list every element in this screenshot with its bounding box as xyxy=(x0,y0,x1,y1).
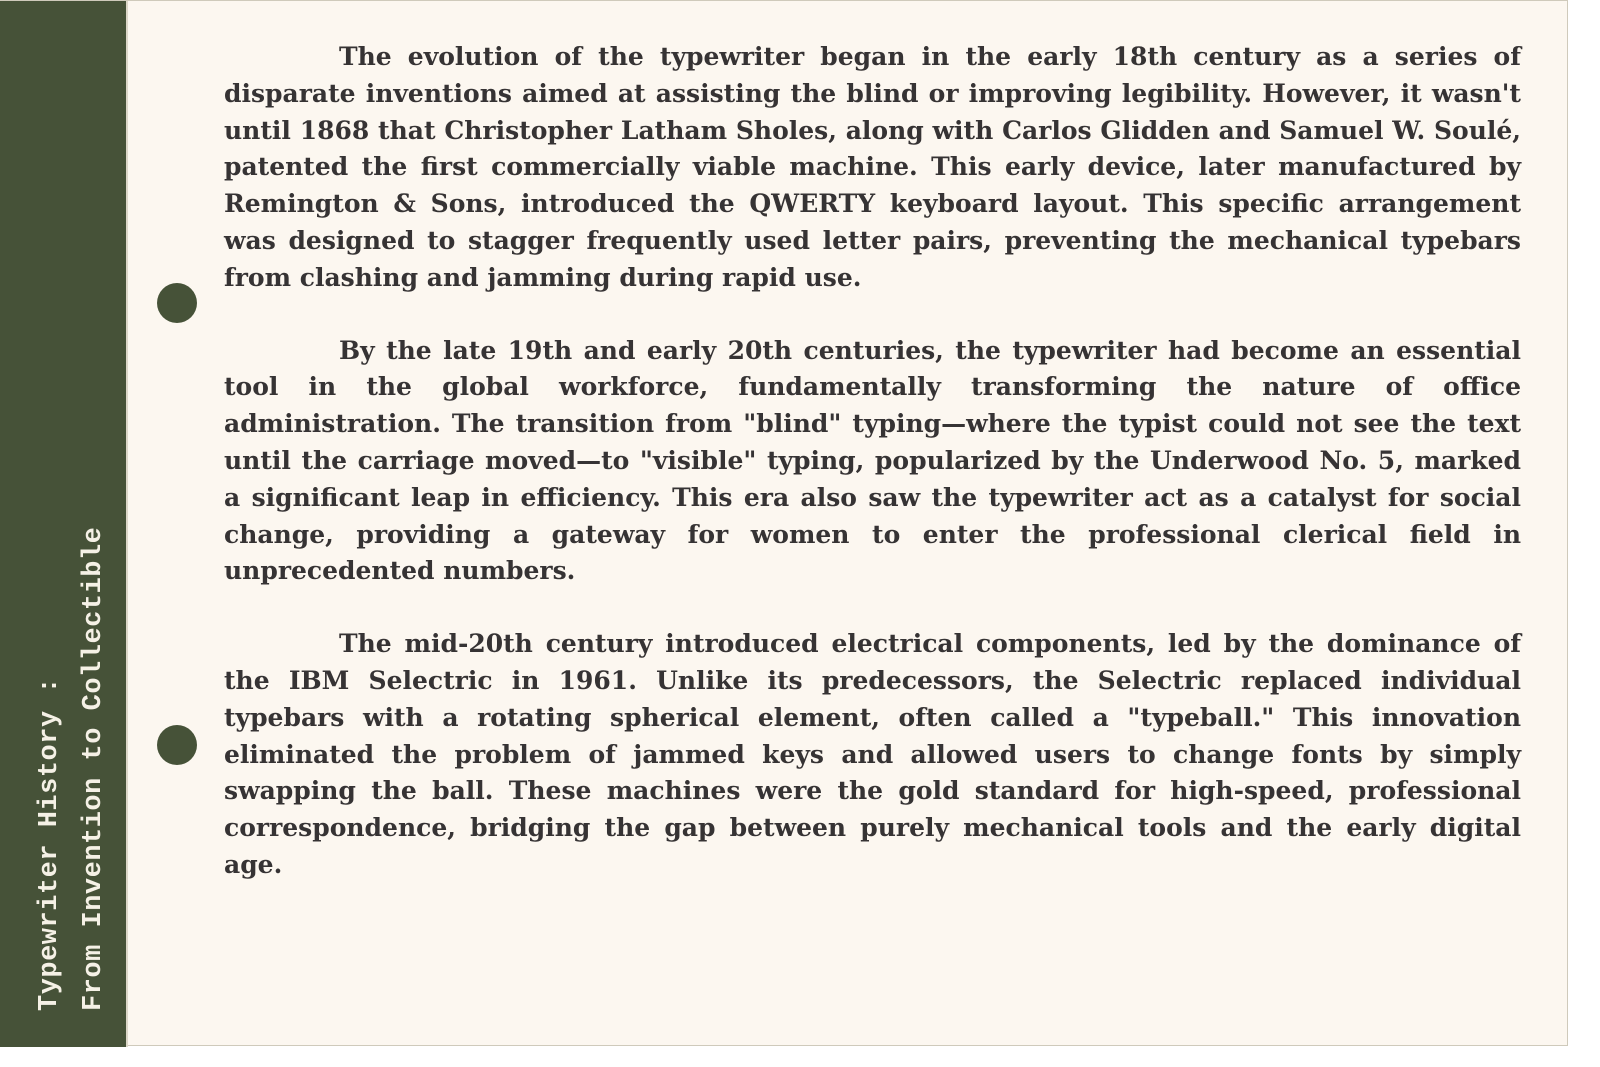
paragraph-electric: The mid-20th century introduced electrical components, led by the dominance of the IBM Selectric in 1961. Unlike its predecessors, the Selectric replaced individual typebars with a rotating spherical element, often called a "typeball." This innovation eliminated the problem of jammed keys and allowed users to change fonts by simply swapping the ball. These machines were the gold standard for high-speed, professional correspondence, bridging the gap between purely mechanical tools and the early digital age. xyxy=(224,629,1521,879)
paragraph-invention: The evolution of the typewriter began in the early 18th century as a series of disparate inventions aimed at assisting the blind or improving legibility. However, it wasn't until 1868 that Christopher Latham Sholes, along with Carlos Glidden and Samuel W. Soulé, patented the first commercially viable machine. This early device, later manufactured by Remington & Sons, introduced the QWERTY keyboard layout. This specific arrangement was designed to stagger frequently used letter pairs, preventing the mechanical typebars from clashing and jamming during rapid use. xyxy=(224,42,1521,292)
sidebar-band xyxy=(0,1,128,1047)
body-text xyxy=(224,39,1521,920)
document-title xyxy=(28,527,116,1011)
punch-hole-icon xyxy=(157,283,197,323)
title-line-2: From Invention to Collectible xyxy=(79,526,109,1011)
punch-hole-icon xyxy=(157,725,197,765)
title-line-1: Typewriter History : xyxy=(35,676,65,1011)
paragraph-workforce: By the late 19th and early 20th centuries, the typewriter had become an essential tool in the global workforce, fundamentally transforming the nature of office administration. The transition from "blind" typing—where the typist could not see the text until the carriage moved—to "visible" typing, popularized by the Underwood No. 5, marked a significant leap in efficiency. This era also saw the typewriter act as a catalyst for social change, providing a gateway for women to enter the professional clerical field in unprecedented numbers. xyxy=(224,335,1521,586)
